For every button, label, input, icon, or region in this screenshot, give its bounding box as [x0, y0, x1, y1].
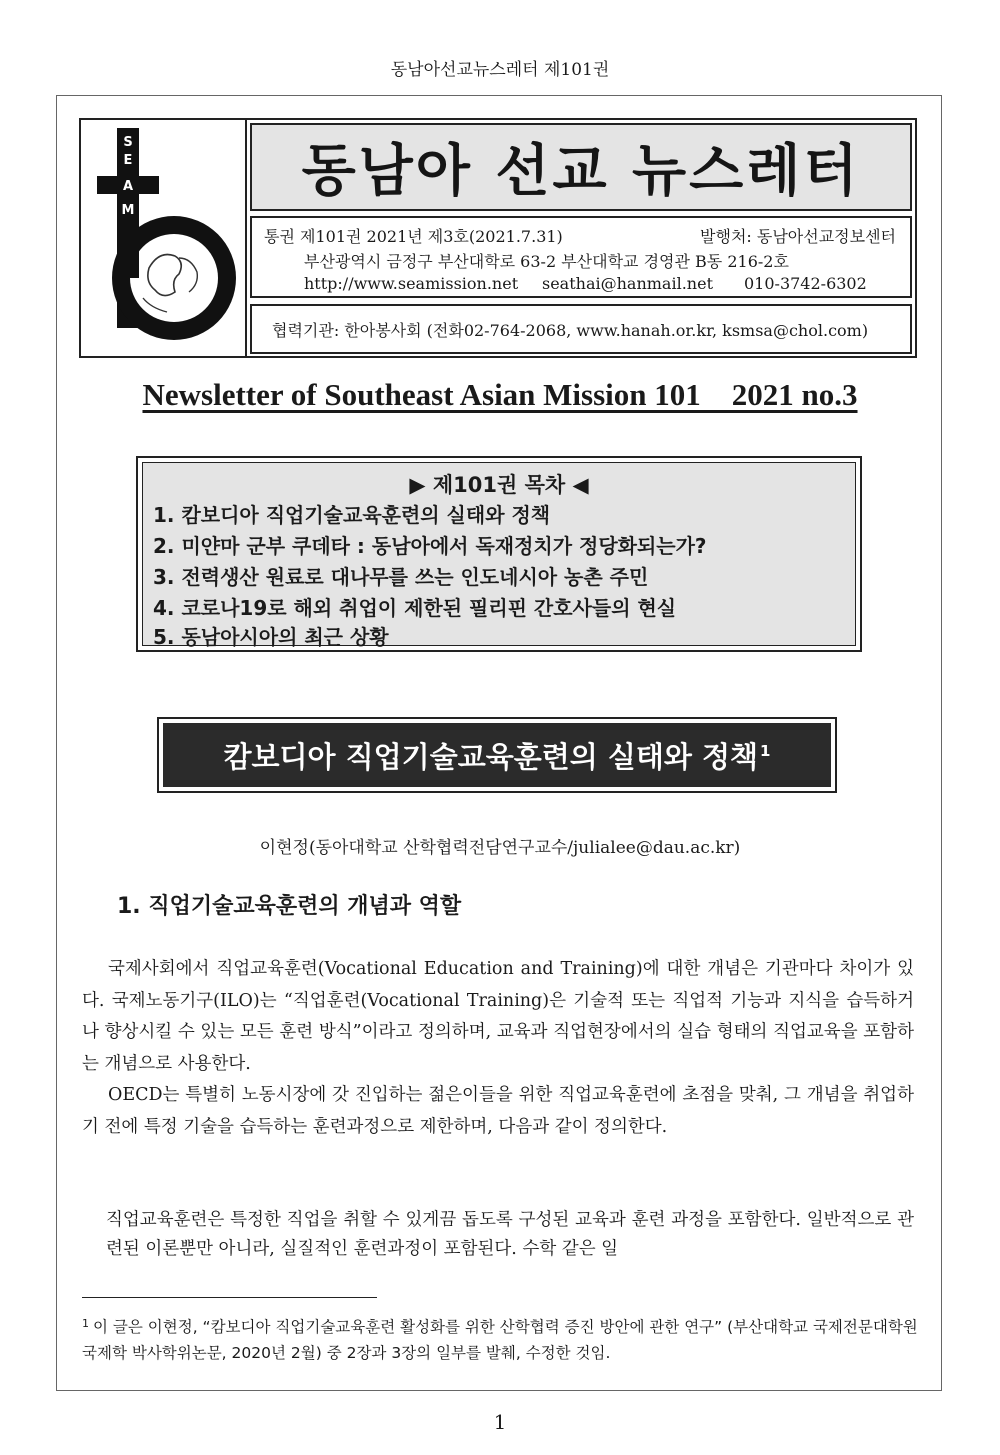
- table-of-contents: [136, 456, 862, 652]
- newsletter-title-box: [250, 123, 912, 211]
- partner-text: 협력기관: 한아봉사회 (전화02-764-2068, www.hanah.or.kr, ksmsa@chol.com): [272, 320, 869, 340]
- email-link[interactable]: seathai@hanmail.net: [542, 274, 713, 293]
- page-number: 1: [493, 1410, 507, 1434]
- toc-item[interactable]: 2. 미얀마 군부 쿠데타 : 동남아에서 독재정치가 정당화되는가?: [153, 534, 707, 558]
- newsletter-title: 동남아 선교 뉴스레터: [301, 139, 861, 204]
- article-heading: [157, 717, 837, 793]
- toc-item[interactable]: 5. 동남아시아의 최근 상황: [153, 625, 389, 649]
- running-head: 동남아선교뉴스레터 제101권: [390, 60, 610, 80]
- publication-info: [250, 216, 912, 298]
- footnote-mark: 1: [82, 1317, 89, 1330]
- english-title: [0, 377, 1000, 413]
- publisher-info: 발행처: 동남아선교정보센터: [700, 227, 896, 246]
- svg-text:A: A: [122, 179, 134, 194]
- body-paragraph: 국제사회에서 직업교육훈련(Vocational Education and Training)에 대한 개념은 기관마다 차이가 있다. 국제노동기구(ILO)는 “직업훈련(Vocational Training)은 기술적 또는 직업적 기능과 지식을 습득하거나 향상시킬 수 있는 모든 훈련 방식”이라고 정의하며, 교육과 직업현장에서의 실습 형태의 직업교육을 포함하는 개념으로 사용한다.: [82, 959, 914, 1074]
- body-paragraph: OECD는 특별히 노동시장에 갓 진입하는 젊은이들을 위한 직업교육훈련에 초점을 맞춰, 그 개념을 취업하기 전에 특정 기술을 습득하는 훈련과정으로 제한하며, 다음과 같이 정의한다.: [82, 1085, 914, 1137]
- footnote-ref[interactable]: 1: [760, 742, 771, 760]
- logo: [79, 118, 247, 358]
- svg-text:E: E: [123, 153, 133, 168]
- phone-info: 010-3742-6302: [744, 274, 867, 293]
- footnote-text: 이 글은 이현정, “캄보디아 직업기술교육훈련 활성화를 위한 산학협력 증진 방안에 관한 연구” (부산대학교 국제전문대학원 국제학 박사학위논문, 2020년 2월) 중 2장과 3장의 일부를 발췌, 수정한 것임.: [82, 1318, 918, 1362]
- english-title-text: Newsletter of Southeast Asian Mission 101 2021 no.3: [142, 377, 858, 412]
- partner-info: [250, 304, 912, 354]
- svg-text:S: S: [123, 135, 133, 150]
- author-line: 이현정(동아대학교 산학협력전담연구교수/julialee@dau.ac.kr): [259, 838, 741, 858]
- toc-item[interactable]: 3. 전력생산 원료로 대나무를 쓰는 인도네시아 농촌 주민: [153, 565, 649, 589]
- website-link[interactable]: http://www.seamission.net: [304, 274, 519, 293]
- toc-item[interactable]: 4. 코로나19로 해외 취업이 제한된 필리핀 간호사들의 현실: [153, 596, 677, 620]
- section-heading: 1. 직업기술교육훈련의 개념과 역할: [117, 894, 462, 919]
- definition-quote: 직업교육훈련은 특정한 직업을 취할 수 있게끔 돕도록 구성된 교육과 훈련 과정을 포함한다. 일반적으로 관련된 이론뿐만 아니라, 실질적인 훈련과정이 포함된다. 수학 같은 일: [106, 1210, 914, 1259]
- issue-info: 통권 제101권 2021년 제3호(2021.7.31): [264, 227, 563, 246]
- footnote-divider: [82, 1297, 377, 1298]
- footnote: [82, 1314, 922, 1366]
- article-title: 캄보디아 직업기술교육훈련의 실태와 정책: [223, 739, 759, 774]
- toc-item[interactable]: 1. 캄보디아 직업기술교육훈련의 실태와 정책: [153, 503, 551, 527]
- address-info: 부산광역시 금정구 부산대학로 63-2 부산대학교 경영관 B동 216-2호: [304, 252, 789, 271]
- toc-title: ▶ 제101권 목차 ◀: [409, 473, 589, 497]
- svg-text:M: M: [121, 203, 135, 218]
- seam-logo-icon: [79, 118, 245, 356]
